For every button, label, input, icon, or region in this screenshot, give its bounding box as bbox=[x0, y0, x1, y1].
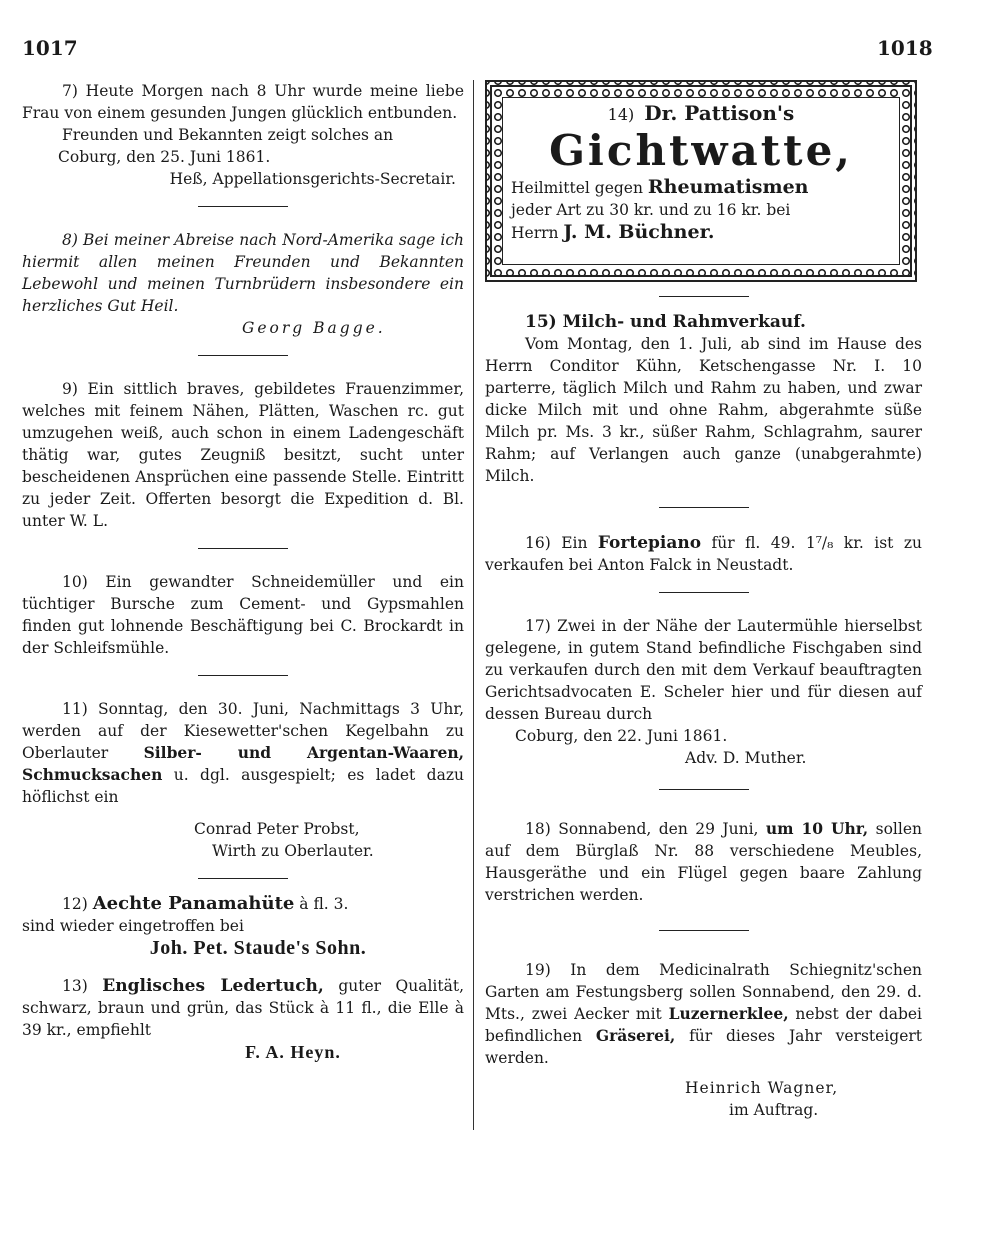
notice-12 bbox=[22, 893, 464, 959]
notice-16-pre: 16) Ein bbox=[525, 534, 598, 552]
notice-12-price: à fl. 3. bbox=[294, 895, 349, 913]
ad-line-1-pre: Heilmittel gegen bbox=[511, 179, 648, 197]
ad-box-gichtwatte bbox=[485, 80, 917, 282]
notice-17-signature: Adv. D. Muther. bbox=[685, 749, 807, 767]
notice-7 bbox=[22, 80, 464, 190]
notice-19-clover: Luzernerklee, bbox=[668, 1004, 789, 1023]
notice-16-product: Fortepiano bbox=[597, 533, 702, 553]
ad-box-inner bbox=[502, 97, 900, 265]
notice-11-signature-title: Wirth zu Oberlauter. bbox=[212, 842, 374, 860]
separator bbox=[659, 789, 749, 790]
notice-19-text bbox=[485, 959, 922, 1069]
notice-19-signature-name: Heinrich Wagner, bbox=[685, 1079, 839, 1097]
separator bbox=[198, 878, 288, 879]
notice-13-firm: F. A. Heyn. bbox=[245, 1042, 341, 1062]
notice-11 bbox=[22, 698, 464, 862]
ad-title bbox=[511, 102, 891, 126]
ad-brand: Dr. Pattison's bbox=[644, 101, 795, 125]
notice-9-text: 9) Ein sittlich braves, gebildetes Frauenzimmer, welches mit feinem Nähen, Plätten, Waschen rc. gut umzugehen weiß, auch schon in einem Ladengeschäft thätig war, gutes Zeugniß besitzt, sucht unter bescheidenen Ansprüchen eine passende Stelle. Eintritt zu jeder Zeit. Offerten besorgt die Expedition d. Bl. unter W. L. bbox=[22, 380, 464, 530]
separator bbox=[198, 206, 288, 207]
notice-11-signature-name: Conrad Peter Probst, bbox=[194, 820, 360, 838]
separator bbox=[198, 675, 288, 676]
notice-10 bbox=[22, 571, 464, 659]
ad-line-2: jeder Art zu 30 kr. und zu 16 kr. bei bbox=[511, 201, 791, 219]
notice-9 bbox=[22, 378, 464, 532]
notice-11-jewelry: Schmucksachen bbox=[22, 765, 163, 784]
notice-13-text bbox=[22, 975, 464, 1041]
ad-product-name: Gichtwatte, bbox=[549, 126, 853, 175]
notice-12-firm: Joh. Pet. Staude's Sohn. bbox=[149, 937, 367, 959]
notice-16-text bbox=[485, 532, 922, 576]
ad-line-1 bbox=[511, 176, 891, 199]
notice-8-signature: Georg Bagge. bbox=[242, 319, 386, 337]
ad-line-3-bold: J. M. Büchner. bbox=[563, 221, 715, 243]
notice-15 bbox=[485, 311, 922, 487]
notice-7-place-date: Coburg, den 25. Juni 1861. bbox=[58, 148, 271, 166]
notice-17 bbox=[485, 615, 922, 769]
notice-10-text: 10) Ein gewandter Schneidemüller und ein tüchtiger Bursche zum Cement- und Gypsmahlen finden gut lohnende Beschäftigung bei C. Brockardt in der Schleifsmühle. bbox=[22, 573, 464, 657]
notice-19-post: für dieses Jahr versteigert werden. bbox=[485, 1027, 923, 1067]
ad-number: 14) bbox=[607, 105, 635, 124]
notice-13-description: guter Qualität, schwarz, braun und grün, das Stück à 11 fl., die Elle à 39 kr., empfiehlt bbox=[22, 977, 464, 1039]
notice-7-line2: Freunden und Bekannten zeigt solches an bbox=[62, 126, 394, 144]
notice-17-place-date: Coburg, den 22. Juni 1861. bbox=[515, 727, 728, 745]
notice-18 bbox=[485, 818, 922, 906]
notice-13 bbox=[22, 975, 464, 1063]
separator bbox=[198, 548, 288, 549]
notice-11-text-pre: 11) Sonntag, den 30. Juni, Nachmittags 3 Uhr, werden auf der Kiesewetter'schen Kegelbahn zu Oberlauter bbox=[22, 700, 464, 762]
ad-line-3-pre: Herrn bbox=[511, 224, 564, 242]
notice-7-text: 7) Heute Morgen nach 8 Uhr wurde meine liebe Frau von einem gesunden Jungen glücklich entbunden. bbox=[22, 82, 464, 122]
notice-19-pre: 19) In dem Medicinalrath Schiegnitz'schen Garten am Festungsberg sollen Sonnabend, den 29. d. Mts., zwei Aecker mit bbox=[485, 961, 922, 1023]
notice-11-text bbox=[22, 698, 464, 808]
notice-8-text: 8) Bei meiner Abreise nach Nord-Amerika sage ich hiermit allen meinen Freunden und Bekannten Lebewohl und meinen Turnbrüdern insbesondere ein herzliches Gut Heil. bbox=[22, 231, 464, 315]
notice-18-pre: 18) Sonnabend, den 29 Juni, bbox=[525, 820, 766, 838]
page-number-right: 1018 bbox=[877, 36, 933, 60]
separator bbox=[659, 507, 749, 508]
notice-19-grass: Gräserei, bbox=[595, 1026, 676, 1045]
notice-17-text: 17) Zwei in der Nähe der Lautermühle hierselbst gelegene, in gutem Stand befindliche Fischgaben sind zu verkaufen durch den mit dem Verkauf beauftragten Gerichtsadvocaten E. Scheler hier und für diesen auf dessen Bureau durch bbox=[485, 617, 922, 723]
notice-19-mid: nebst der dabei befindlichen bbox=[485, 1005, 922, 1045]
notice-7-signature: Heß, Appellationsgerichts-Secretair. bbox=[169, 170, 456, 188]
notice-13-product: Englisches Ledertuch, bbox=[102, 976, 324, 996]
right-column bbox=[485, 80, 922, 1121]
notice-16-post: für fl. 49. 1⁷/₈ kr. ist zu verkaufen bei Anton Falck in Neustadt. bbox=[485, 534, 922, 574]
notice-18-time: um 10 Uhr, bbox=[765, 819, 869, 838]
ad-line-3 bbox=[511, 221, 891, 244]
column-divider bbox=[473, 80, 474, 1130]
separator bbox=[659, 930, 749, 931]
notice-11-text-post: u. dgl. ausgespielt; es ladet dazu höflichst ein bbox=[22, 766, 464, 806]
ad-line-1-bold: Rheumatismen bbox=[647, 176, 809, 198]
notice-19-signature-title: im Auftrag. bbox=[729, 1101, 819, 1119]
notice-18-text bbox=[485, 818, 922, 906]
notice-15-head: 15) Milch- und Rahmverkauf. bbox=[525, 312, 806, 332]
separator bbox=[198, 355, 288, 356]
notice-19 bbox=[485, 959, 922, 1121]
separator bbox=[659, 592, 749, 593]
notice-12-line2: sind wieder eingetroffen bei bbox=[22, 917, 244, 935]
notice-12-product: Aechte Panamahüte bbox=[92, 893, 295, 914]
notice-18-post: sollen auf dem Bürglaß Nr. 88 verschiedene Meubles, Hausgeräthe und ein Flügel gegen baare Zahlung verstrichen werden. bbox=[485, 820, 922, 904]
notice-8 bbox=[22, 229, 464, 339]
notice-13-number: 13) bbox=[62, 977, 88, 995]
page-number-left: 1017 bbox=[22, 36, 78, 60]
notice-12-number: 12) bbox=[62, 895, 88, 913]
separator bbox=[659, 296, 749, 297]
left-column bbox=[22, 80, 464, 1063]
notice-15-text: Vom Montag, den 1. Juli, ab sind im Hause des Herrn Conditor Kühn, Ketschengasse Nr. I. 10 parterre, täglich Milch und Rahm zu haben, und zwar dicke Milch mit und ohne Rahm, abgerahmte süße Milch pr. Ms. 3 kr., süßer Rahm, Schlagrahm, saurer Rahm; auf Verlangen auch ganze (unabgerahmte) Milch. bbox=[485, 335, 922, 485]
notice-11-goods: Silber- und Argentan-Waaren, bbox=[143, 743, 464, 762]
notice-16 bbox=[485, 532, 922, 576]
notice-12-head bbox=[22, 893, 464, 915]
